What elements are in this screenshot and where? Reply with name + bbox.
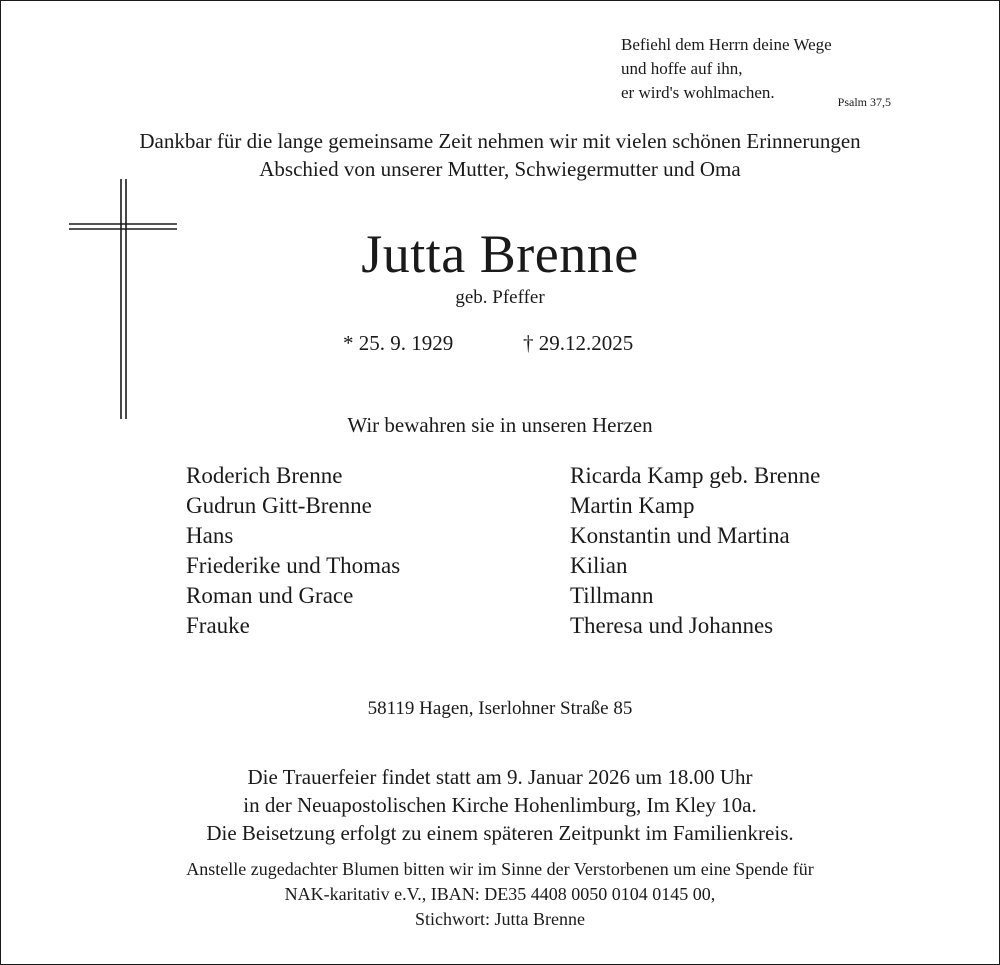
mourner-name: Tillmann bbox=[570, 583, 654, 608]
mourner-name: Kilian bbox=[570, 553, 628, 578]
verse-line: und hoffe auf ihn, bbox=[621, 59, 743, 78]
donation-line: NAK-karitativ e.V., IBAN: DE35 4408 0050 0104 0145 00, bbox=[284, 884, 716, 904]
donation-info bbox=[1, 857, 999, 932]
verse-line: er wird's wohlmachen. bbox=[621, 83, 775, 102]
mourner-name: Roman und Grace bbox=[186, 583, 354, 608]
donation-line: Stichwort: Jutta Brenne bbox=[415, 909, 585, 929]
mourners-left-column bbox=[186, 461, 400, 641]
deceased-name: Jutta Brenne bbox=[361, 224, 639, 284]
ceremony-info bbox=[1, 763, 999, 847]
mourner-name: Friederike und Thomas bbox=[186, 553, 401, 578]
mourners-right-column bbox=[570, 461, 820, 641]
ceremony-line: Die Trauerfeier findet statt am 9. Januar 2026 um 18.00 Uhr bbox=[247, 765, 753, 789]
maiden-name: geb. Pfeffer bbox=[455, 287, 545, 308]
mourner-name: Ricarda Kamp geb. Brenne bbox=[570, 463, 821, 488]
ceremony-line: Die Beisetzung erfolgt zu einem späteren Zeitpunkt im Familienkreis. bbox=[206, 821, 794, 845]
intro-line: Abschied von unserer Mutter, Schwiegermutter und Oma bbox=[259, 157, 741, 181]
mourner-name: Gudrun Gitt-Brenne bbox=[186, 493, 372, 518]
death-date: † 29.12.2025 bbox=[523, 331, 634, 355]
ceremony-line: in der Neuapostolischen Kirche Hohenlimburg, Im Kley 10a. bbox=[243, 793, 757, 817]
mourner-name: Hans bbox=[186, 523, 234, 548]
family-address: 58119 Hagen, Iserlohner Straße 85 bbox=[367, 698, 633, 719]
verse-reference: Psalm 37,5 bbox=[837, 95, 891, 109]
bible-verse bbox=[621, 33, 832, 105]
birth-date: * 25. 9. 1929 bbox=[343, 331, 454, 355]
mourner-name: Roderich Brenne bbox=[186, 463, 343, 488]
intro-text bbox=[1, 127, 999, 183]
verse-line: Befiehl dem Herrn deine Wege bbox=[621, 35, 832, 54]
mourner-name: Theresa und Johannes bbox=[570, 613, 774, 638]
donation-line: Anstelle zugedachter Blumen bitten wir im Sinne der Verstorbenen um eine Spende für bbox=[186, 859, 814, 879]
intro-line: Dankbar für die lange gemeinsame Zeit nehmen wir mit vielen schönen Erinnerungen bbox=[139, 129, 861, 153]
mourner-name: Frauke bbox=[186, 613, 250, 638]
closing-line: Wir bewahren sie in unseren Herzen bbox=[347, 413, 653, 437]
mourner-name: Konstantin und Martina bbox=[570, 523, 790, 548]
mourner-name: Martin Kamp bbox=[570, 493, 695, 518]
